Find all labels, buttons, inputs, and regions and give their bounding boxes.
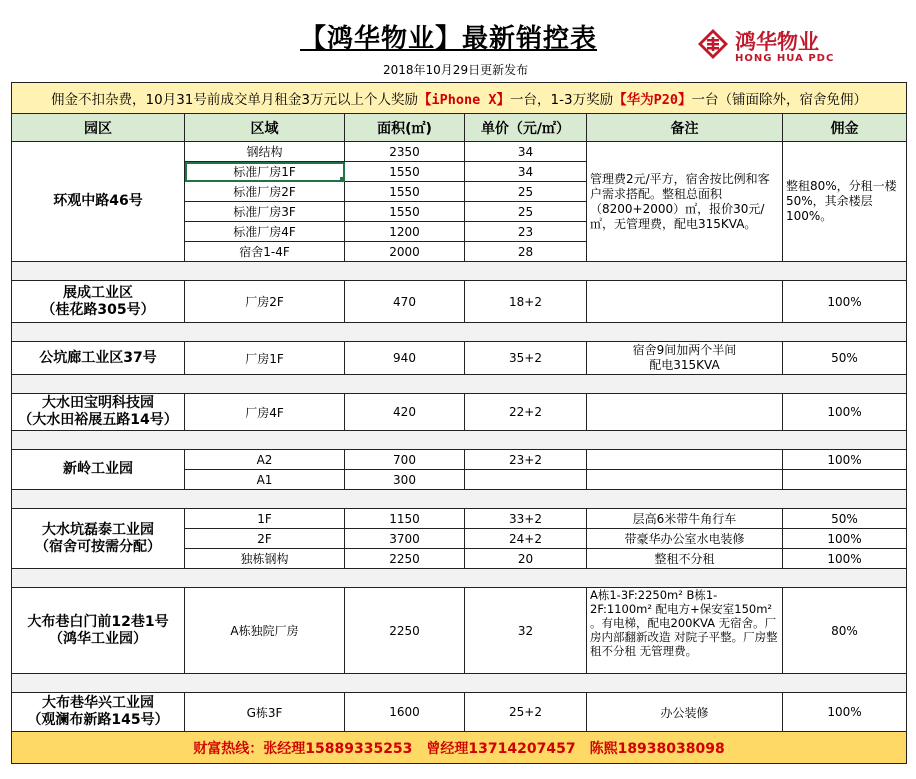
- size-cell[interactable]: 1550: [345, 182, 465, 202]
- size-cell[interactable]: 1550: [345, 162, 465, 182]
- honghua-logo-icon: [697, 28, 729, 60]
- area-cell[interactable]: 厂房1F: [185, 342, 345, 375]
- price-cell[interactable]: 20: [465, 549, 587, 569]
- area-cell-selected[interactable]: 标准厂房1F: [185, 162, 345, 182]
- park-name[interactable]: 大水田宝明科技园 （大水田裕展五路14号）: [12, 394, 185, 431]
- company-logo: [697, 24, 837, 68]
- spacer-row: [12, 674, 907, 693]
- area-cell[interactable]: A2: [185, 450, 345, 470]
- prize-iphone: 【iPhone X】: [417, 92, 511, 108]
- size-cell[interactable]: 1550: [345, 202, 465, 222]
- area-cell[interactable]: 钢结构: [185, 142, 345, 162]
- size-cell[interactable]: 2250: [345, 549, 465, 569]
- size-cell[interactable]: 700: [345, 450, 465, 470]
- spacer-row: [12, 431, 907, 450]
- area-cell[interactable]: G栋3F: [185, 693, 345, 732]
- col-header-area[interactable]: 区域: [185, 114, 345, 142]
- area-cell[interactable]: 厂房2F: [185, 281, 345, 323]
- commission-cell[interactable]: 100%: [783, 529, 907, 549]
- hotline-row: [12, 732, 907, 764]
- price-cell[interactable]: [465, 470, 587, 490]
- spacer-row: [12, 490, 907, 509]
- spacer-cell[interactable]: [12, 674, 907, 693]
- area-cell[interactable]: A1: [185, 470, 345, 490]
- park-name[interactable]: 新岭工业园: [12, 450, 185, 490]
- commission-cell[interactable]: 100%: [783, 281, 907, 323]
- incentive-notice-row: [12, 83, 907, 114]
- note-cell[interactable]: [587, 394, 783, 431]
- table-row: [12, 509, 907, 529]
- area-cell[interactable]: 独栋钢构: [185, 549, 345, 569]
- table-row: [12, 588, 907, 674]
- spacer-cell[interactable]: [12, 569, 907, 588]
- commission-cell[interactable]: 100%: [783, 693, 907, 732]
- park-name[interactable]: 展成工业区 （桂花路305号）: [12, 281, 185, 323]
- spacer-cell[interactable]: [12, 375, 907, 394]
- commission-cell[interactable]: [783, 470, 907, 490]
- size-cell[interactable]: 300: [345, 470, 465, 490]
- spacer-cell[interactable]: [12, 431, 907, 450]
- spacer-row: [12, 569, 907, 588]
- price-cell[interactable]: 22+2: [465, 394, 587, 431]
- logo-text-cn: 鸿华物业: [735, 30, 819, 54]
- table-row: [12, 450, 907, 470]
- spacer-row: [12, 262, 907, 281]
- size-cell[interactable]: 2000: [345, 242, 465, 262]
- update-date: 2018年10月29日更新发布: [383, 63, 529, 77]
- area-cell[interactable]: 标准厂房2F: [185, 182, 345, 202]
- incentive-notice[interactable]: 佣金不扣杂费，10月31号前成交单月租金3万元以上个人奖励【iPhone X】一台，1-3万奖励【华为P20】一台（铺面除外，宿舍免佣）: [12, 83, 907, 114]
- area-cell[interactable]: 2F: [185, 529, 345, 549]
- price-cell[interactable]: 33+2: [465, 509, 587, 529]
- size-cell[interactable]: 2250: [345, 588, 465, 674]
- size-cell[interactable]: 940: [345, 342, 465, 375]
- spacer-cell[interactable]: [12, 323, 907, 342]
- price-cell[interactable]: 25: [465, 182, 587, 202]
- area-cell[interactable]: 标准厂房4F: [185, 222, 345, 242]
- spacer-cell[interactable]: [12, 262, 907, 281]
- price-cell[interactable]: 23: [465, 222, 587, 242]
- park-name[interactable]: 公坑廊工业区37号: [12, 342, 185, 375]
- park-name[interactable]: 大布巷白门前12巷1号 （鸿华工业园）: [12, 588, 185, 674]
- note-cell[interactable]: 层高6米带牛角行车: [587, 509, 783, 529]
- note-cell[interactable]: 办公装修: [587, 693, 783, 732]
- note-cell[interactable]: 管理费2元/平方，宿舍按比例和客户需求搭配。整租总面积（8200+2000）㎡，报价30元/㎡，无管理费，配电315KVA。: [587, 142, 783, 262]
- col-header-park[interactable]: 园区: [12, 114, 185, 142]
- spacer-row: [12, 375, 907, 394]
- size-cell[interactable]: 470: [345, 281, 465, 323]
- col-header-commission[interactable]: 佣金: [783, 114, 907, 142]
- prize-huawei: 【华为P20】: [613, 92, 692, 108]
- park-name[interactable]: 大水坑磊泰工业园 （宿舍可按需分配）: [12, 509, 185, 569]
- price-cell[interactable]: 35+2: [465, 342, 587, 375]
- table-row: [12, 693, 907, 732]
- size-cell[interactable]: 420: [345, 394, 465, 431]
- sales-control-table: [11, 82, 907, 764]
- park-name[interactable]: 环观中路46号: [12, 142, 185, 262]
- note-cell[interactable]: [587, 450, 783, 470]
- area-cell[interactable]: A栋独院厂房: [185, 588, 345, 674]
- commission-cell[interactable]: 100%: [783, 549, 907, 569]
- area-cell[interactable]: 1F: [185, 509, 345, 529]
- note-cell[interactable]: A栋1-3F:2250m² B栋1-2F:1100m² 配电方+保安室150m² 。有电梯，配电200KVA 无宿舍。厂房内部翻新改造 对院子平整。厂房整租不分租 无管理费。: [587, 588, 783, 674]
- area-cell[interactable]: 厂房4F: [185, 394, 345, 431]
- hotline[interactable]: 财富热线：张经理15889335253 曾经理13714207457 陈熙18938038098: [12, 732, 907, 764]
- logo-text-en: HONG HUA PDC: [735, 53, 835, 64]
- table-row: [12, 394, 907, 431]
- col-header-size[interactable]: 面积(㎡): [345, 114, 465, 142]
- commission-cell[interactable]: 整租80%，分租一楼50%，其余楼层100%。: [783, 142, 907, 262]
- price-cell[interactable]: 25+2: [465, 693, 587, 732]
- size-cell[interactable]: 1600: [345, 693, 465, 732]
- note-cell[interactable]: [587, 281, 783, 323]
- park-name[interactable]: 大布巷华兴工业园 （观澜布新路145号）: [12, 693, 185, 732]
- page-title: 【鸿华物业】最新销控表: [300, 24, 598, 54]
- area-cell[interactable]: 标准厂房3F: [185, 202, 345, 222]
- price-cell[interactable]: 23+2: [465, 450, 587, 470]
- column-header-row: [12, 114, 907, 142]
- price-cell[interactable]: 34: [465, 142, 587, 162]
- table-row: [12, 142, 907, 162]
- commission-cell[interactable]: 50%: [783, 509, 907, 529]
- size-cell[interactable]: 1150: [345, 509, 465, 529]
- note-cell[interactable]: [587, 470, 783, 490]
- commission-cell[interactable]: 100%: [783, 394, 907, 431]
- note-cell[interactable]: 宿舍9间加两个半间 配电315KVA: [587, 342, 783, 375]
- price-cell[interactable]: 18+2: [465, 281, 587, 323]
- size-cell[interactable]: 1200: [345, 222, 465, 242]
- commission-cell[interactable]: 50%: [783, 342, 907, 375]
- price-cell[interactable]: 24+2: [465, 529, 587, 549]
- note-cell[interactable]: 整租不分租: [587, 549, 783, 569]
- note-cell[interactable]: 带豪华办公室水电装修: [587, 529, 783, 549]
- price-cell[interactable]: 34: [465, 162, 587, 182]
- price-cell[interactable]: 25: [465, 202, 587, 222]
- spacer-cell[interactable]: [12, 490, 907, 509]
- table-row: [12, 281, 907, 323]
- col-header-note[interactable]: 备注: [587, 114, 783, 142]
- spacer-row: [12, 323, 907, 342]
- size-cell[interactable]: 2350: [345, 142, 465, 162]
- commission-cell[interactable]: 100%: [783, 450, 907, 470]
- area-cell[interactable]: 宿舍1-4F: [185, 242, 345, 262]
- price-cell[interactable]: 32: [465, 588, 587, 674]
- col-header-price[interactable]: 单价（元/㎡）: [465, 114, 587, 142]
- table-row: [12, 342, 907, 375]
- price-cell[interactable]: 28: [465, 242, 587, 262]
- commission-cell[interactable]: 80%: [783, 588, 907, 674]
- size-cell[interactable]: 3700: [345, 529, 465, 549]
